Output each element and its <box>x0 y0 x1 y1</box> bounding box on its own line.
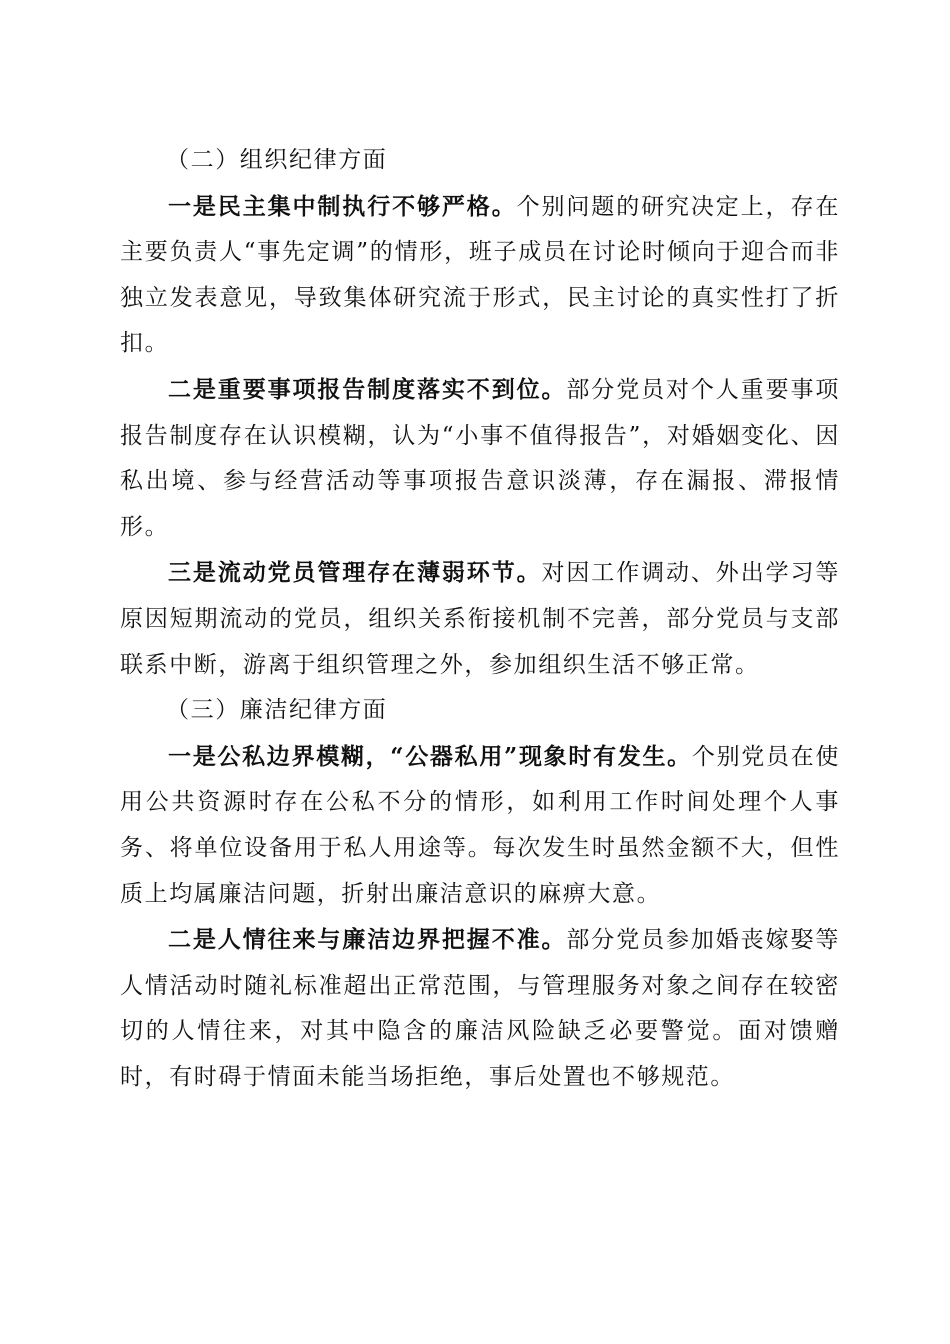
paragraph-body: 个别问题的研究决定上，存在主要负责人“事先定调”的情形，班子成员在讨论时倾向于迎合而非独立发表意见，导致集体研究流于形式，民主讨论的真实性打了折扣。 <box>120 193 840 357</box>
paragraph-body: 个别党员在使用公共资源时存在公私不分的情形，如利用工作时间处理个人事务、将单位设备用于私人用途等。每次发生时虽然金额不大，但性质上均属廉洁问题，折射出廉洁意识的麻痹大意。 <box>120 743 840 907</box>
paragraph-social-exchanges <box>120 917 840 1100</box>
paragraph-democratic-centralism <box>120 184 840 367</box>
paragraph-major-matters-reporting <box>120 367 840 550</box>
paragraph-lead: 一是公私边界模糊，“公器私用”现象时有发生。 <box>168 742 692 770</box>
paragraph-lead: 三是流动党员管理存在薄弱环节。 <box>168 559 542 587</box>
section-heading-organization-discipline: （二）组织纪律方面 <box>166 147 388 173</box>
paragraph-body: 对因工作调动、外出学习等原因短期流动的党员，组织关系衔接机制不完善，部分党员与支部联系中断，游离于组织管理之外，参加组织生活不够正常。 <box>120 560 840 678</box>
paragraph-body: 部分党员对个人重要事项报告制度存在认识模糊，认为“小事不值得报告”，对婚姻变化、因私出境、参与经营活动等事项报告意识淡薄，存在漏报、滞报情形。 <box>120 376 840 540</box>
section-heading-integrity-discipline: （三）廉洁纪律方面 <box>166 697 388 724</box>
paragraph-lead: 二是重要事项报告制度落实不到位。 <box>168 375 567 403</box>
paragraph-mobile-members-management <box>120 550 840 688</box>
paragraph-lead: 二是人情往来与廉洁边界把握不准。 <box>168 926 567 954</box>
document-body <box>120 138 840 1100</box>
paragraph-body: 部分党员参加婚丧嫁娶等人情活动时随礼标准超出正常范围，与管理服务对象之间存在较密切的人情往来，对其中隐含的廉洁风险缺乏必要警觉。面对馈赠时，有时碍于情面未能当场拒绝，事后处置也不够规范。 <box>120 927 840 1090</box>
paragraph-lead: 一是民主集中制执行不够严格。 <box>168 192 517 220</box>
paragraph-public-private-boundary <box>120 734 840 917</box>
